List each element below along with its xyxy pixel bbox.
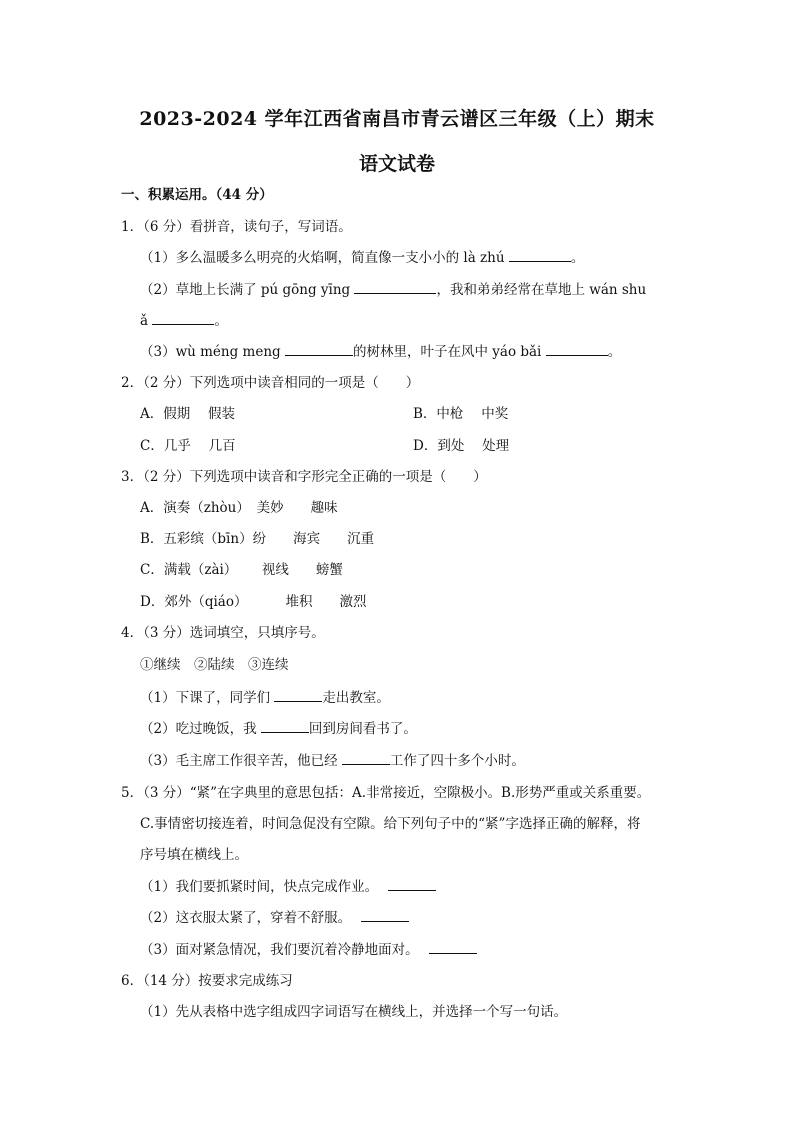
question-5-sentence-2 — [140, 909, 409, 927]
question-2-option-a[interactable]: A．假期 假装 — [140, 406, 236, 422]
question-3-option-d[interactable]: D．郊外（qiáo） 堆积 激烈 — [140, 594, 367, 610]
question-1-sentence-2-text: （2）草地上长满了 pú gōng yīng — [140, 282, 351, 298]
answer-blank[interactable] — [354, 281, 436, 294]
question-3-heading: 3．（2 分）下列选项中读音和字形完全正确的一项是（ ） — [121, 469, 487, 485]
question-5-sentence-1-text: （1）我们要抓紧时间，快点完成作业。 — [140, 879, 379, 895]
answer-blank[interactable] — [429, 941, 477, 954]
question-1-sentence-2 — [140, 281, 646, 299]
question-4-sentence-3 — [140, 752, 525, 770]
section-heading: 一、积累运用。（44 分） — [121, 187, 273, 203]
question-1-heading: 1．（6 分）看拼音，读句子，写词语。 — [121, 219, 352, 235]
answer-blank[interactable] — [388, 878, 436, 891]
sentence-end: 。 — [607, 344, 622, 360]
question-5-line-2: C.事情密切接连着，时间急促没有空隙。给下列句子中的“紧”字选择正确的解释，将 — [140, 816, 641, 832]
question-4-word-choices: ①继续 ②陆续 ③连续 — [140, 657, 289, 673]
answer-blank[interactable] — [285, 343, 353, 356]
exam-subtitle: 语文试卷 — [358, 153, 435, 175]
question-1-sentence-3 — [140, 343, 621, 361]
question-2-option-b[interactable]: B．中枪 中奖 — [413, 406, 509, 422]
answer-blank[interactable] — [509, 249, 571, 262]
question-1-sentence-3-text: （3）wù méng meng — [140, 344, 281, 360]
question-3-option-c[interactable]: C．满载（zài） 视线 螃蟹 — [140, 562, 343, 578]
sentence-end: 。 — [214, 313, 228, 329]
question-5-line-1: 5．（3 分）“紧”在字典里的意思包括：A.非常接近，空隙极小。B.形势严重或关系重要。 — [121, 785, 651, 801]
answer-blank[interactable] — [546, 343, 608, 356]
question-1-sentence-1 — [140, 249, 584, 267]
sentence-end: 。 — [570, 250, 585, 266]
question-4-sentence-2 — [140, 720, 417, 738]
question-4-sentence-1-text: （1）下课了，同学们 — [140, 690, 271, 706]
question-1-sentence-1-text: （1）多么温暖多么明亮的火焰啊，简直像一支小小的 là zhú — [140, 250, 505, 266]
pinyin-fragment: ǎ — [140, 313, 149, 329]
answer-blank[interactable] — [274, 689, 322, 702]
question-2-option-d[interactable]: D．到处 处理 — [413, 438, 510, 454]
question-4-sentence-2-text: （2）吃过晚饭，我 — [140, 721, 257, 737]
question-5-sentence-3 — [140, 941, 477, 959]
question-4-sentence-2-rest: 回到房间看书了。 — [308, 721, 417, 737]
answer-blank[interactable] — [152, 312, 214, 325]
question-5-sentence-2-text: （2）这衣服太紧了，穿着不舒服。 — [140, 910, 352, 926]
exam-title: 2023-2024 学年江西省南昌市青云谱区三年级（上）期末 — [139, 108, 655, 130]
question-3-option-b[interactable]: B．五彩缤（bīn）纷 海宾 沉重 — [140, 531, 375, 547]
answer-blank[interactable] — [261, 720, 309, 733]
question-2-heading: 2．（2 分）下列选项中读音相同的一项是（ ） — [121, 375, 420, 391]
question-4-sentence-1 — [140, 689, 390, 707]
question-1-sentence-2-rest: ，我和弟弟经常在草地上 wán shu — [436, 282, 647, 298]
question-3-option-a[interactable]: A．演奏（zhòu） 美妙 趣味 — [140, 500, 338, 516]
answer-blank[interactable] — [342, 752, 390, 765]
question-1-sentence-3-rest: 的树林里，叶子在风中 yáo bǎi — [352, 344, 542, 360]
question-5-line-3: 序号填在横线上。 — [140, 847, 248, 863]
question-6-heading: 6．（14 分）按要求完成练习 — [121, 973, 293, 989]
answer-blank[interactable] — [361, 909, 409, 922]
question-4-sentence-3-text: （3）毛主席工作很辛苦，他已经 — [140, 753, 338, 769]
question-4-sentence-1-rest: 走出教室。 — [322, 690, 390, 706]
question-5-sentence-3-text: （3）面对紧急情况，我们要沉着冷静地面对。 — [140, 942, 419, 958]
question-5-sentence-1 — [140, 878, 436, 896]
question-4-sentence-3-rest: 工作了四十多个小时。 — [389, 753, 525, 769]
question-2-option-c[interactable]: C．几乎 几百 — [140, 438, 236, 454]
question-1-sentence-2-continued — [140, 312, 228, 330]
question-6-sub-1: （1）先从表格中选字组成四字词语写在横线上，并选择一个写一句话。 — [140, 1004, 568, 1020]
question-4-heading: 4．（3 分）选词填空，只填序号。 — [121, 625, 325, 641]
